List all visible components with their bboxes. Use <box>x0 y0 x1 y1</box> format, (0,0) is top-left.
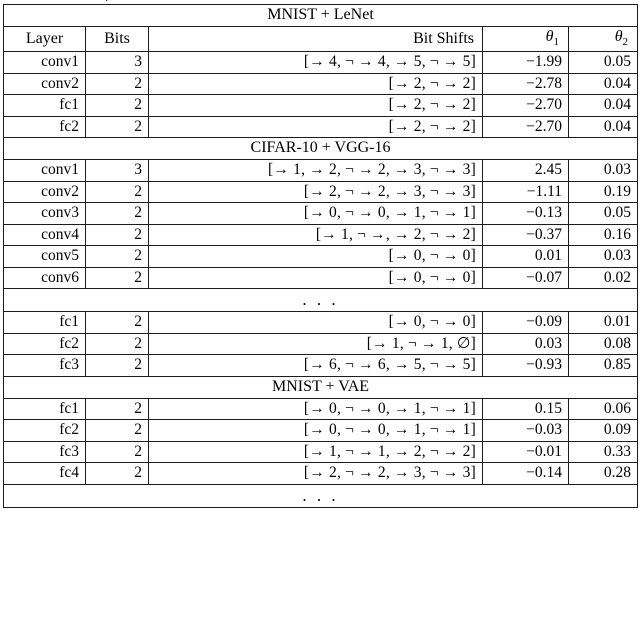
cell-theta1: 0.15 <box>483 398 569 420</box>
cell-theta1: −0.14 <box>483 463 569 485</box>
cell-bits: 2 <box>86 267 149 289</box>
cell-theta1: −0.03 <box>483 420 569 442</box>
table-row <box>4 355 638 377</box>
theta1-subscript: 1 <box>553 36 559 49</box>
cell-bits: 2 <box>86 441 149 463</box>
cell-theta2: 0.16 <box>569 224 638 246</box>
table-row <box>4 463 638 485</box>
cell-bits: 2 <box>86 95 149 117</box>
cell-theta2: 0.04 <box>569 73 638 95</box>
cell-bits: 2 <box>86 73 149 95</box>
bit-shift-table <box>3 4 638 508</box>
cell-theta1: −0.01 <box>483 441 569 463</box>
table-row <box>4 95 638 117</box>
cell-theta2: 0.85 <box>569 355 638 377</box>
cell-bit-shifts: [→ 0, ¬ → 0] <box>149 267 483 289</box>
cell-bits: 2 <box>86 224 149 246</box>
cell-theta2: 0.05 <box>569 203 638 225</box>
cell-bits: 3 <box>86 160 149 182</box>
cell-layer: fc4 <box>4 463 86 485</box>
cell-bits: 2 <box>86 181 149 203</box>
cell-bit-shifts: [→ 0, ¬ → 0, → 1, ¬ → 1] <box>149 420 483 442</box>
cell-theta1: −0.07 <box>483 267 569 289</box>
cell-layer: conv1 <box>4 160 86 182</box>
cell-layer: conv3 <box>4 203 86 225</box>
cell-bit-shifts: [→ 0, ¬ → 0] <box>149 312 483 334</box>
cell-theta1: −1.11 <box>483 181 569 203</box>
cell-theta2: 0.04 <box>569 116 638 138</box>
cell-bit-shifts: [→ 2, ¬ → 2, → 3, ¬ → 3] <box>149 463 483 485</box>
cell-theta1: −0.93 <box>483 355 569 377</box>
cell-layer: conv1 <box>4 52 86 74</box>
table-row <box>4 420 638 442</box>
cell-layer: conv4 <box>4 224 86 246</box>
column-header-layer: Layer <box>4 27 86 52</box>
ellipsis-row <box>4 289 638 312</box>
table-row <box>4 246 638 268</box>
cell-layer: fc3 <box>4 441 86 463</box>
cell-layer: fc2 <box>4 333 86 355</box>
cell-theta2: 0.06 <box>569 398 638 420</box>
table-row <box>4 160 638 182</box>
cell-bits: 2 <box>86 246 149 268</box>
cell-bits: 2 <box>86 312 149 334</box>
cell-layer: fc1 <box>4 398 86 420</box>
cell-bit-shifts: [→ 1, ¬ →, → 2, ¬ → 2] <box>149 224 483 246</box>
table-row <box>4 224 638 246</box>
table-row <box>4 441 638 463</box>
cell-layer: conv6 <box>4 267 86 289</box>
section-title: MNIST + VAE <box>4 376 638 398</box>
cell-layer: fc2 <box>4 420 86 442</box>
theta1-symbol: θ <box>545 28 554 45</box>
cell-bit-shifts: [→ 2, ¬ → 2] <box>149 95 483 117</box>
table-row <box>4 73 638 95</box>
cell-theta1: 0.01 <box>483 246 569 268</box>
cell-theta2: 0.03 <box>569 160 638 182</box>
cell-theta1: −0.13 <box>483 203 569 225</box>
cell-bits: 2 <box>86 355 149 377</box>
cell-theta1: −2.78 <box>483 73 569 95</box>
ellipsis-text: . . . <box>4 289 638 312</box>
table-row <box>4 181 638 203</box>
cell-bits: 2 <box>86 333 149 355</box>
cell-layer: fc1 <box>4 95 86 117</box>
table-row <box>4 52 638 74</box>
table-row <box>4 398 638 420</box>
cell-theta2: 0.05 <box>569 52 638 74</box>
cell-bit-shifts: [→ 1, ¬ → 1, ∅] <box>149 333 483 355</box>
table-row <box>4 312 638 334</box>
ellipsis-text: . . . <box>4 484 638 507</box>
cell-bit-shifts: [→ 2, ¬ → 2] <box>149 116 483 138</box>
cell-bit-shifts: [→ 6, ¬ → 6, → 5, ¬ → 5] <box>149 355 483 377</box>
cell-theta2: 0.02 <box>569 267 638 289</box>
clipped-text-fragment-above-table <box>105 0 145 1</box>
cell-theta2: 0.19 <box>569 181 638 203</box>
section-header-row <box>4 5 638 27</box>
bit-shift-table-container <box>3 4 637 508</box>
cell-theta2: 0.33 <box>569 441 638 463</box>
cell-theta1: −2.70 <box>483 95 569 117</box>
cell-bit-shifts: [→ 0, ¬ → 0, → 1, ¬ → 1] <box>149 203 483 225</box>
cell-theta2: 0.04 <box>569 95 638 117</box>
ellipsis-row <box>4 484 638 507</box>
cell-theta1: −1.99 <box>483 52 569 74</box>
cell-layer: fc2 <box>4 116 86 138</box>
cell-layer: conv2 <box>4 73 86 95</box>
cell-bits: 2 <box>86 420 149 442</box>
cell-theta1: 0.03 <box>483 333 569 355</box>
section-title: CIFAR-10 + VGG-16 <box>4 138 638 160</box>
column-header-bit-shifts: Bit Shifts <box>149 27 483 52</box>
table-row <box>4 333 638 355</box>
theta2-subscript: 2 <box>622 36 629 49</box>
section-header-row <box>4 376 638 398</box>
cell-layer: conv5 <box>4 246 86 268</box>
section-title: MNIST + LeNet <box>4 5 638 27</box>
cell-layer: fc3 <box>4 355 86 377</box>
cell-bit-shifts: [→ 1, → 2, ¬ → 2, → 3, ¬ → 3] <box>149 160 483 182</box>
table-row <box>4 116 638 138</box>
cell-layer: fc1 <box>4 312 86 334</box>
cell-bits: 2 <box>86 463 149 485</box>
cell-theta2: 0.01 <box>569 312 638 334</box>
column-header-theta1 <box>483 27 569 52</box>
cell-theta1: 2.45 <box>483 160 569 182</box>
cell-bit-shifts: [→ 2, ¬ → 2] <box>149 73 483 95</box>
cell-theta1: −0.37 <box>483 224 569 246</box>
cell-theta2: 0.08 <box>569 333 638 355</box>
cell-bit-shifts: [→ 4, ¬ → 4, → 5, ¬ → 5] <box>149 52 483 74</box>
cell-bit-shifts: [→ 0, ¬ → 0] <box>149 246 483 268</box>
column-header-bits: Bits <box>86 27 149 52</box>
cell-bits: 2 <box>86 203 149 225</box>
section-header-row <box>4 138 638 160</box>
cell-theta2: 0.09 <box>569 420 638 442</box>
table-row <box>4 203 638 225</box>
cell-bits: 2 <box>86 116 149 138</box>
cell-theta1: −0.09 <box>483 312 569 334</box>
cell-layer: conv2 <box>4 181 86 203</box>
cell-theta1: −2.70 <box>483 116 569 138</box>
cell-bit-shifts: [→ 1, ¬ → 1, → 2, ¬ → 2] <box>149 441 483 463</box>
cell-bits: 2 <box>86 398 149 420</box>
theta2-symbol: θ <box>614 28 623 45</box>
column-header-row <box>4 27 638 52</box>
cell-bits: 3 <box>86 52 149 74</box>
table-row <box>4 267 638 289</box>
cell-bit-shifts: [→ 2, ¬ → 2, → 3, ¬ → 3] <box>149 181 483 203</box>
cell-theta2: 0.03 <box>569 246 638 268</box>
column-header-theta2 <box>569 27 638 52</box>
cell-theta2: 0.28 <box>569 463 638 485</box>
cell-bit-shifts: [→ 0, ¬ → 0, → 1, ¬ → 1] <box>149 398 483 420</box>
